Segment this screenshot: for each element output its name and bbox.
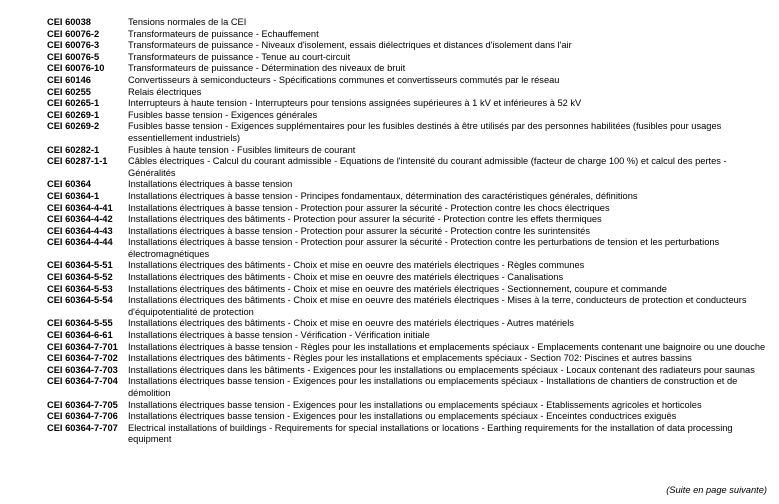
standard-row	[47, 318, 769, 330]
standard-code: CEI 60255	[47, 86, 91, 97]
standard-row	[47, 423, 769, 446]
standard-title: Installations électriques à basse tension - Protection pour assurer la sécurité - Protection contre les surintensités	[128, 225, 590, 236]
standard-row	[47, 179, 769, 191]
continued-note: (Suite en page suivante)	[666, 485, 767, 495]
standard-code: CEI 60364-5-54	[47, 295, 113, 306]
standard-code: CEI 60364-7-704	[47, 376, 118, 387]
standard-title: Transformateurs de puissance - Echauffement	[128, 28, 319, 39]
standard-title: Installations électriques des bâtiments - Règles pour les installations et emplacements spéciaux - Section 702: Piscines et autres bassins	[128, 353, 692, 364]
standard-title: Relais électriques	[128, 86, 202, 97]
standard-code: CEI 60364-4-43	[47, 225, 113, 236]
standard-code: CEI 60364-7-706	[47, 411, 118, 422]
standard-title: Installations électriques basse tension - Exigences pour les installations ou emplacements spéciaux - Installations de chantiers de construction et de démolition	[128, 376, 738, 398]
standard-code: CEI 60076-2	[47, 28, 100, 39]
standard-title: Installations électriques des bâtiments - Choix et mise en oeuvre des matériels électriques - Canalisations	[128, 272, 564, 283]
standard-code: CEI 60364-5-52	[47, 272, 113, 283]
standard-code: CEI 60287-1-1	[47, 156, 108, 167]
standard-code: CEI 60364-7-707	[47, 422, 118, 433]
standard-title: Installations électriques à basse tension - Protection pour assurer la sécurité - Protection contre les perturbations de tension et les perturbations électromagnétiques	[128, 237, 720, 259]
standard-row	[47, 214, 769, 226]
standard-code: CEI 60076-3	[47, 40, 100, 51]
standard-title: Installations électriques à basse tension - Principes fondamentaux, détermination des caractéristiques générales, définitions	[128, 190, 638, 201]
standard-code: CEI 60364-4-44	[47, 237, 113, 248]
standard-row	[47, 191, 769, 203]
standard-title: Installations électriques à basse tension - Règles pour les installations et emplacements spéciaux - Emplacements contenant une baignoire ou une douche	[128, 341, 766, 352]
standard-row	[47, 272, 769, 284]
standard-code: CEI 60364-1	[47, 190, 100, 201]
standard-code: CEI 60364-6-61	[47, 330, 113, 341]
standard-title: Installations électriques à basse tension	[128, 179, 293, 190]
standard-row	[47, 226, 769, 238]
standard-row	[47, 411, 769, 423]
standard-row	[47, 295, 769, 318]
standard-title: Câbles électriques - Calcul du courant admissible - Equations de l'intensité du courant admissible (facteur de charge 100 %) et calcul des pertes - Généralités	[128, 156, 727, 178]
standard-title: Installations électriques basse tension - Exigences pour les installations ou emplacements spéciaux - Etablissements agricoles et horticoles	[128, 399, 702, 410]
standard-title: Convertisseurs à semiconducteurs - Spécifications communes et convertisseurs commutés par le réseau	[128, 74, 560, 85]
standard-title: Tensions normales de la CEI	[128, 17, 247, 27]
standard-code: CEI 60076-10	[47, 63, 105, 74]
standard-row	[47, 284, 769, 296]
standard-title: Fusibles basse tension - Exigences générales	[128, 109, 318, 120]
standard-code: CEI 60364-5-55	[47, 318, 113, 329]
standard-title: Electrical installations of buildings - Requirements for special installations or locations - Earthing requirements for the installation of data processing equipment	[128, 422, 733, 445]
standard-title: Transformateurs de puissance - Détermination des niveaux de bruit	[128, 63, 406, 74]
standard-row	[47, 121, 769, 144]
standard-code: CEI 60265-1	[47, 98, 100, 109]
standard-code: CEI 60269-1	[47, 109, 100, 120]
standard-title: Transformateurs de puissance - Niveaux d'isolement, essais diélectriques et distances d'isolement dans l'air	[128, 40, 572, 51]
standard-code: CEI 60364-5-51	[47, 260, 113, 271]
standard-code: CEI 60364-7-701	[47, 341, 118, 352]
standard-title: Installations électriques dans les bâtiments - Exigences pour les installations ou emplacements spéciaux - Locaux contenant des radiateurs pour saunas	[128, 364, 755, 375]
standard-code: CEI 60364-7-702	[47, 353, 118, 364]
standard-code: CEI 60364-7-705	[47, 399, 118, 410]
standard-code: CEI 60146	[47, 74, 91, 85]
standard-code: CEI 60269-2	[47, 121, 100, 132]
standard-title: Installations électriques des bâtiments - Choix et mise en oeuvre des matériels électriques - Autres matériels	[128, 318, 574, 329]
standard-title: Fusibles basse tension - Exigences supplémentaires pour les fusibles destinés à être utilisés par des personnes habilitées (fusibles pour usages essentiellement industriels)	[128, 121, 722, 143]
standard-title: Fusibles à haute tension - Fusibles limiteurs de courant	[128, 144, 356, 155]
standard-title: Interrupteurs à haute tension - Interrupteurs pour tensions assignées supérieures à 1 kV et inférieures à 52 kV	[128, 98, 582, 109]
standard-code: CEI 60038	[47, 17, 91, 27]
standard-title: Installations électriques basse tension - Exigences pour les installations ou emplacements spéciaux - Enceintes conductrices exiguës	[128, 411, 677, 422]
standard-row	[47, 29, 769, 41]
standard-row	[47, 365, 769, 377]
standard-row	[47, 40, 769, 52]
standard-row	[47, 63, 769, 75]
standard-code: CEI 60282-1	[47, 144, 100, 155]
standard-row	[47, 110, 769, 122]
standard-title: Transformateurs de puissance - Tenue au court-circuit	[128, 51, 351, 62]
standard-title: Installations électriques des bâtiments - Protection pour assurer la sécurité - Protection contre les effets thermiques	[128, 214, 602, 225]
standard-code: CEI 60364-4-42	[47, 214, 113, 225]
standard-row	[47, 52, 769, 64]
standard-row	[47, 342, 769, 354]
standard-code: CEI 60364-5-53	[47, 283, 113, 294]
standard-title: Installations électriques des bâtiments - Choix et mise en oeuvre des matériels électriques - Sectionnement, coupure et commande	[128, 283, 667, 294]
standard-code: CEI 60076-5	[47, 51, 100, 62]
standard-row	[47, 87, 769, 99]
standard-row	[47, 376, 769, 399]
standard-row	[47, 203, 769, 215]
standard-row	[47, 237, 769, 260]
standard-row	[47, 353, 769, 365]
standard-title: Installations électriques des bâtiments - Choix et mise en oeuvre des matériels électriques - Règles communes	[128, 260, 585, 271]
standard-code: CEI 60364	[47, 179, 91, 190]
standard-row	[47, 75, 769, 87]
standard-code: CEI 60364-4-41	[47, 202, 113, 213]
standard-row	[47, 145, 769, 157]
standard-code: CEI 60364-7-703	[47, 364, 118, 375]
standard-row	[47, 260, 769, 272]
standard-row	[47, 98, 769, 110]
standard-row	[47, 156, 769, 179]
standard-title: Installations électriques à basse tension - Protection pour assurer la sécurité - Protection contre les chocs électriques	[128, 202, 610, 213]
standard-row	[47, 330, 769, 342]
standard-title: Installations électriques à basse tension - Vérification - Vérification initiale	[128, 330, 430, 341]
standard-row	[47, 400, 769, 412]
standard-title: Installations électriques des bâtiments - Choix et mise en oeuvre des matériels électriques - Mises à la terre, conducteurs de protection et conducteurs d'équipotentialité de protection	[128, 295, 747, 317]
standards-list	[47, 17, 769, 446]
standard-row	[47, 17, 769, 29]
